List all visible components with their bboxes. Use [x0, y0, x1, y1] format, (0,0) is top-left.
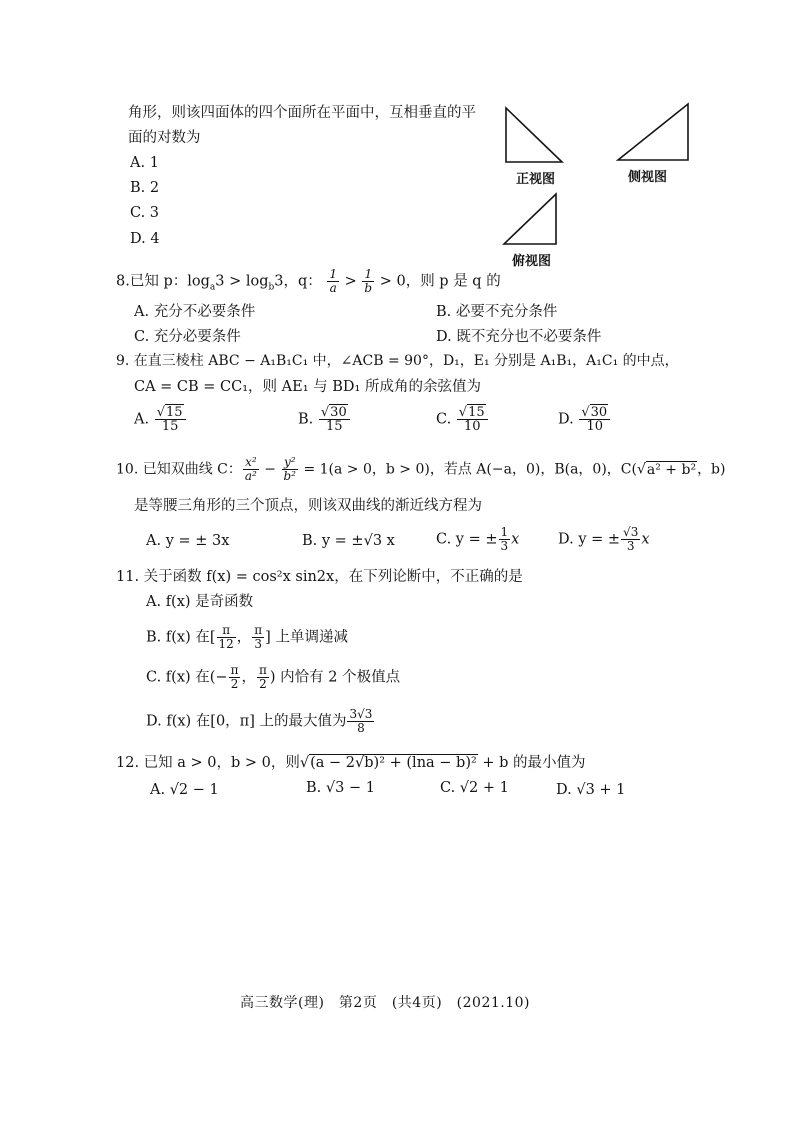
q8-option-d: D. 既不充分也不必要条件 [436, 329, 602, 345]
q8-mid2: 3，q： [274, 273, 322, 290]
q10-stem-line2: 是等腰三角形的三个顶点，则该双曲线的渐近线方程为 [134, 498, 482, 514]
q8-number: 8. [116, 273, 130, 290]
page-footer: 高三数学(理) 第2页 (共4页) (2021.10) [240, 995, 530, 1011]
front-view-triangle [506, 108, 562, 162]
q8-option-a: A. 充分不必要条件 [134, 304, 256, 320]
q10-option-c: C. y = ± $\frac{1}{3}$ x [436, 525, 520, 553]
q8-prefix: 已知 p：log [129, 273, 210, 290]
q12-option-d: D. √3 + 1 [556, 782, 626, 798]
q7-option-d: D. 4 [130, 231, 160, 247]
top-view-label: 俯视图 [512, 254, 552, 269]
q10-option-b: B. y = ±√3 x [302, 533, 395, 549]
q8-sub-a: a [209, 282, 216, 293]
side-view-triangle [618, 104, 688, 160]
q8-option-c: C. 充分必要条件 [134, 329, 241, 345]
q10-option-d: D. y = ± $\frac{√3}{3}$ x [558, 525, 650, 553]
side-view-label: 侧视图 [628, 170, 668, 185]
top-view-figure [500, 190, 562, 248]
q9-stem-line1: 9. 在直三棱柱 ABC − A₁B₁C₁ 中，∠ACB = 90°，D₁，E₁ 分别是 A₁B₁，A₁C₁ 的中点， [116, 353, 679, 369]
q7-option-b: B. 2 [130, 180, 160, 196]
q8-frac2: $\frac{1}{b}$ [364, 267, 373, 295]
q12-stem: 12. 已知 a > 0，b > 0，则√(a − 2√b)² + (lna − b)² + b 的最小值为 [116, 755, 586, 771]
q9-option-b: B. $\frac{√30}{15}$ [298, 406, 351, 433]
q7-stem-line2: 面的对数为 [128, 130, 201, 146]
q8-sub-b: b [268, 282, 275, 293]
q7-option-c: C. 3 [130, 205, 160, 221]
q8-gt: > [340, 273, 362, 290]
q11-stem: 11. 关于函数 f(x) = cos²x sin2x，在下列论断中，不正确的是 [116, 569, 523, 585]
q9-option-c: C. $\frac{√15}{10}$ [436, 406, 489, 433]
q9-option-a: A. $\frac{√15}{15}$ [134, 406, 187, 433]
q8-stem [116, 268, 501, 296]
q11-option-b: B. f(x) 在[ $\frac{\pi}{12}$ ， $\frac{\pi}{3}$ ] 上单调递减 [146, 623, 348, 651]
q11-option-a: A. f(x) 是奇函数 [146, 594, 254, 610]
top-view-triangle [504, 194, 556, 244]
q7-stem-line1: 角形，则该四面体的四个面所在平面中，互相垂直的平 [128, 105, 476, 121]
front-view-label: 正视图 [516, 172, 556, 187]
q11-option-c: C. f(x) 在(− $\frac{\pi}{2}$ ， $\frac{\pi}{2}$ ) 内恰有 2 个极值点 [146, 663, 401, 691]
q12-option-c: C. √2 + 1 [440, 780, 509, 796]
q7-option-a: A. 1 [130, 155, 159, 171]
q12-option-a: A. √2 − 1 [150, 782, 219, 798]
q10-option-a: A. y = ± 3x [146, 533, 230, 549]
q8-mid1: 3 > log [215, 273, 269, 290]
side-view-figure [612, 100, 692, 164]
q9-stem-line2: CA = CB = CC₁，则 AE₁ 与 BD₁ 所成角的余弦值为 [134, 379, 481, 395]
front-view-figure [500, 104, 575, 166]
q10-stem-line1: 10. 已知双曲线 C： $\frac{\text{x²}}{\text{a²}}$ − $\frac{\text{y²}}{\text{b²}}$ = 1(a > 0，b > 0)，若点 A(−a，0)，B(a，0)，C(√a² + b²，b) [116, 455, 726, 483]
q9-option-d: D. $\frac{√30}{10}$ [558, 406, 611, 433]
q8-option-b: B. 必要不充分条件 [436, 304, 558, 320]
q12-option-b: B. √3 − 1 [306, 780, 375, 796]
q8-frac1: $\frac{1}{a}$ [329, 267, 338, 295]
q11-option-d: D. f(x) 在[0，π] 上的最大值为 $\frac{3√3}{8}$ [146, 707, 373, 735]
q8-suffix: > 0，则 p 是 q 的 [375, 273, 501, 290]
